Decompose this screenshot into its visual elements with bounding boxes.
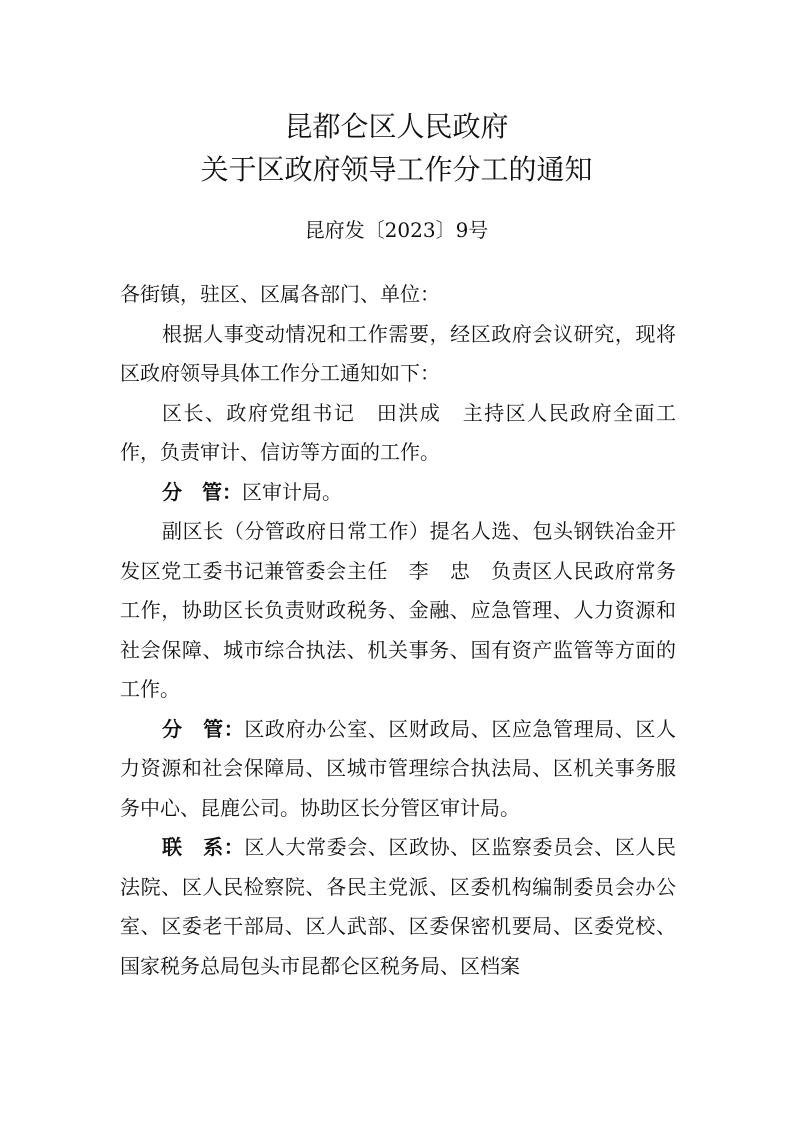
fenguan-label: 分 管： [162, 716, 245, 741]
document-title-line2: 关于区政府领导工作分工的通知 [200, 153, 593, 186]
lianxi-text: 区人大常委会、区政协、区监察委员会、区人民法院、区人民检察院、各民主党派、区委机构编制委员会办公室、区委老干部局、区人武部、区委保密机要局、区委党校、国家税务总局包头市昆都仑区税务局、区档案 [120, 835, 677, 978]
intro-paragraph: 根据人事变动情况和工作需要，经区政府会议研究，现将区政府领导具体工作分工通知如下： [120, 321, 676, 385]
leader2-lianxi-paragraph [120, 828, 676, 986]
fenguan-text: 区审计局。 [242, 479, 342, 504]
leader2-paragraph: 副区长（分管政府日常工作）提名人选、包头钢铁冶金开发区党工委书记兼管委会主任 李 忠 负责区人民政府常务工作，协助区长负责财政税务、金融、应急管理、人力资源和社会保障、城市综合执法、机关事务、国有资产监管等方面的工作。 [120, 519, 676, 701]
lianxi-label: 联 系： [162, 835, 245, 859]
fenguan-text: 区政府办公室、区财政局、区应急管理局、区人力资源和社会保障局、区城市管理综合执法局、区机关事务服务中心、昆鹿公司。协助区长分管区审计局。 [120, 716, 677, 820]
document-body [120, 275, 676, 986]
leader2-fenguan-paragraph [120, 710, 676, 829]
fenguan-label: 分 管： [162, 479, 242, 504]
leader1-paragraph: 区长、政府党组书记 田洪成 主持区人民政府全面工作，负责审计、信访等方面的工作。 [120, 400, 676, 464]
leader1-fenguan-paragraph [120, 473, 676, 513]
salutation: 各街镇，驻区、区属各部门、单位： [120, 282, 440, 306]
document-title-line1: 昆都仑区人民政府 [284, 110, 509, 143]
document-number: 昆府发〔2023〕9号 [304, 218, 489, 242]
